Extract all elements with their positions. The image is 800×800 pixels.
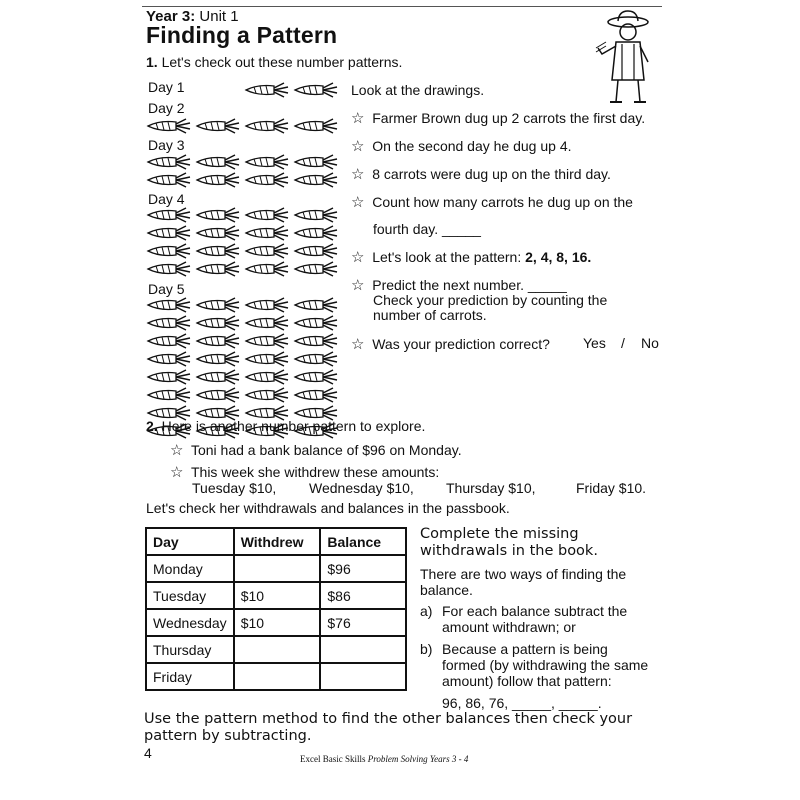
carrot-icon (293, 207, 339, 223)
table-row (146, 582, 406, 609)
check-line-1: Check your prediction by counting the (373, 292, 608, 308)
carrot-icon (146, 243, 192, 259)
day-4-label: Day 4 (148, 191, 185, 207)
carrot-icon (293, 261, 339, 277)
bullet-3 (351, 165, 611, 183)
carrot-icon (195, 387, 241, 403)
cell-withdrew[interactable] (234, 663, 321, 690)
table-row (146, 636, 406, 663)
carrot-icon (244, 207, 290, 223)
star-icon: ☆ (351, 138, 365, 155)
look-text: Look at the drawings. (351, 82, 485, 98)
star-icon: ☆ (351, 166, 365, 183)
pattern-line (351, 248, 591, 266)
carrot-icon (195, 207, 241, 223)
carrot-icon (146, 351, 192, 367)
table-row (146, 663, 406, 690)
cell-balance[interactable] (320, 663, 406, 690)
bullet-4 (351, 193, 633, 211)
ways-line-2: balance. (420, 582, 473, 598)
option-a-line-2: amount withdrawn; or (442, 619, 576, 635)
day-2-label: Day 2 (148, 100, 185, 116)
q2-bullet-1 (170, 441, 462, 459)
withdrawal-wednesday: Wednesday $10, (309, 480, 414, 496)
star-icon: ☆ (170, 464, 184, 481)
carrot-icon (195, 333, 241, 349)
carrot-icon (146, 154, 192, 170)
cell-balance: $76 (320, 609, 406, 636)
q2-bullet-2 (170, 463, 439, 481)
carrot-icon (293, 225, 339, 241)
carrot-icon (244, 154, 290, 170)
correct-question-text: Was your prediction correct? (372, 336, 550, 352)
page-title: Finding a Pattern (146, 22, 338, 48)
q2-bullet-1-text: Toni had a bank balance of $96 on Monday. (190, 442, 462, 458)
carrot-icon (146, 118, 192, 134)
bullet-4-text: Count how many carrots he dug up on the (372, 194, 633, 210)
q2-bullet-2-text: This week she withdrew these amounts: (190, 464, 440, 480)
carrot-icon (146, 172, 192, 188)
day-3-label: Day 3 (148, 137, 185, 153)
carrot-icon (293, 243, 339, 259)
footer-book: Problem Solving Years 3 - 4 (367, 754, 469, 764)
carrot-icon (195, 225, 241, 241)
farmer-illustration (592, 8, 662, 108)
bottom-line-1: Use the pattern method to find the other balances then check your (144, 711, 633, 727)
slash-separator: / (621, 335, 625, 351)
page-number: 4 (144, 745, 152, 761)
bullet-3-text: 8 carrots were dug up on the third day. (372, 166, 611, 182)
cell-balance[interactable] (320, 636, 406, 663)
carrot-icon (195, 369, 241, 385)
option-b-line-2: formed (by withdrawing the same (442, 657, 649, 673)
no-option[interactable]: No (641, 335, 659, 351)
passbook-table (145, 527, 407, 691)
carrot-icon (195, 315, 241, 331)
carrot-icon (195, 351, 241, 367)
star-icon: ☆ (351, 336, 365, 353)
table-row (146, 609, 406, 636)
pattern-values: 2, 4, 8, 16. (525, 249, 592, 265)
table-header-row (146, 528, 406, 555)
carrot-icon (244, 369, 290, 385)
carrot-icon (146, 297, 192, 313)
correct-question (351, 335, 550, 353)
cell-day: Thursday (146, 636, 234, 663)
header-day: Day (146, 528, 234, 555)
balance-sequence[interactable]: 96, 86, 76, _____, _____. (442, 695, 602, 711)
carrot-icon (293, 315, 339, 331)
cell-withdrew[interactable] (234, 555, 321, 582)
carrot-icon (293, 118, 339, 134)
option-b-line-3: amount) follow that pattern: (442, 673, 612, 689)
cell-day: Monday (146, 555, 234, 582)
footer-credit (300, 754, 468, 764)
carrot-icon (146, 369, 192, 385)
carrot-icon (244, 297, 290, 313)
option-b-label: b) (420, 641, 433, 657)
yes-option[interactable]: Yes (583, 335, 606, 351)
carrot-icon (195, 243, 241, 259)
question-2-number: 2. (146, 418, 158, 434)
carrot-icon (293, 172, 339, 188)
fourth-day-blank[interactable]: fourth day. _____ (373, 221, 481, 237)
question-2-prompt (146, 418, 425, 434)
unit-label: Unit 1 (199, 8, 239, 25)
top-rule (142, 6, 662, 7)
withdrawal-tuesday: Tuesday $10, (192, 480, 277, 496)
carrot-icon (293, 333, 339, 349)
carrot-icon (244, 333, 290, 349)
carrot-icon (244, 387, 290, 403)
day-5-label: Day 5 (148, 281, 185, 297)
header-withdrew: Withdrew (234, 528, 321, 555)
carrot-icon (195, 172, 241, 188)
star-icon: ☆ (170, 442, 184, 459)
footer-brand: Excel Basic Skills (300, 754, 366, 764)
carrot-icon (195, 261, 241, 277)
complete-line-1: Complete the missing (420, 526, 579, 542)
cell-day: Wednesday (146, 609, 234, 636)
pattern-prefix: Let's look at the pattern: (372, 249, 522, 265)
carrot-icon (293, 154, 339, 170)
ways-line-1: There are two ways of finding the (420, 566, 627, 582)
predict-text: Predict the next number. _____ (372, 277, 567, 293)
carrot-icon (244, 243, 290, 259)
carrot-icon (195, 118, 241, 134)
carrot-icon (195, 297, 241, 313)
bullet-1-text: Farmer Brown dug up 2 carrots the first day. (372, 110, 646, 126)
passbook-intro: Let's check her withdrawals and balances in the passbook. (146, 500, 510, 516)
carrot-icon (146, 315, 192, 331)
star-icon: ☆ (351, 277, 365, 294)
cell-withdrew: $10 (234, 609, 321, 636)
question-1-text: Let's check out these number patterns. (161, 54, 403, 70)
day-1-label: Day 1 (148, 79, 185, 95)
cell-withdrew[interactable] (234, 636, 321, 663)
bullet-2-text: On the second day he dug up 4. (372, 138, 572, 154)
star-icon: ☆ (351, 110, 365, 127)
carrot-icon (293, 297, 339, 313)
withdrawal-friday: Friday $10. (576, 480, 647, 496)
carrot-icon (244, 315, 290, 331)
cell-day: Tuesday (146, 582, 234, 609)
cell-balance: $96 (320, 555, 406, 582)
cell-balance: $86 (320, 582, 406, 609)
bottom-line-2: pattern by subtracting. (144, 728, 312, 744)
carrot-icon (244, 172, 290, 188)
cell-withdrew: $10 (234, 582, 321, 609)
complete-line-2: withdrawals in the book. (420, 543, 598, 559)
option-b-line-1: Because a pattern is being (442, 641, 608, 657)
carrot-icon (293, 387, 339, 403)
carrot-icon (293, 351, 339, 367)
option-a-line-1: For each balance subtract the (442, 603, 628, 619)
carrot-icon (195, 154, 241, 170)
cell-day: Friday (146, 663, 234, 690)
withdrawal-thursday: Thursday $10, (446, 480, 536, 496)
table-row (146, 555, 406, 582)
carrot-icon (244, 261, 290, 277)
question-1-number: 1. (146, 54, 158, 70)
carrot-icon (146, 387, 192, 403)
option-a-label: a) (420, 603, 433, 619)
bullet-1 (351, 109, 645, 127)
carrot-icon (293, 369, 339, 385)
check-line-2: number of carrots. (373, 307, 487, 323)
carrot-icon (146, 261, 192, 277)
question-1-prompt (146, 54, 402, 70)
carrot-icon (244, 351, 290, 367)
carrot-icon (146, 207, 192, 223)
header-balance: Balance (320, 528, 406, 555)
bullet-2 (351, 137, 572, 155)
question-2-text: Here is another number pattern to explore. (161, 418, 426, 434)
star-icon: ☆ (351, 249, 365, 266)
carrot-icon (146, 225, 192, 241)
carrot-icon (244, 118, 290, 134)
carrot-icon (293, 82, 339, 98)
year-label: Year 3: (146, 8, 196, 25)
carrot-icon (146, 333, 192, 349)
star-icon: ☆ (351, 194, 365, 211)
carrot-icon (244, 225, 290, 241)
carrot-icon (244, 82, 290, 98)
